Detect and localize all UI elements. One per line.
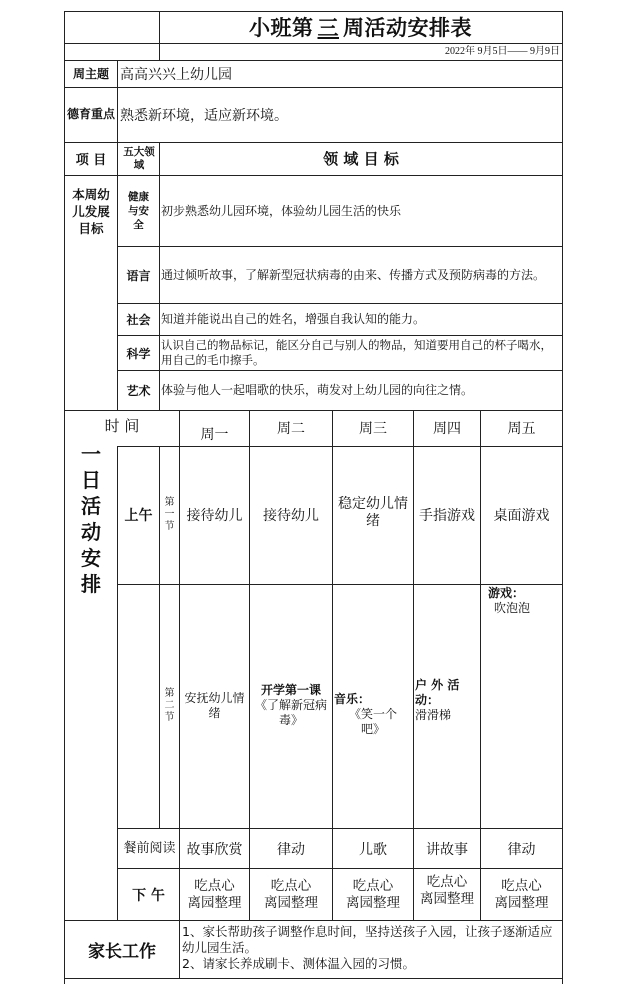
- period2-mon: 安抚幼儿情绪: [184, 691, 245, 720]
- afternoon-wed: [334, 869, 412, 920]
- time-header: 时 间: [104, 416, 140, 435]
- period1-mon: 接待幼儿: [186, 508, 243, 524]
- period1-thu: 手指游戏: [419, 508, 475, 524]
- day-header-wed: 周三: [359, 421, 387, 437]
- pre-meal-fri: 律动: [507, 841, 536, 858]
- goals-areas-header: 五大领域: [123, 145, 155, 171]
- period2-thu: [415, 678, 479, 723]
- pre-meal-thu: 讲故事: [426, 841, 468, 858]
- period1-label: 第一节: [164, 497, 175, 532]
- morning-label: 上午: [124, 508, 153, 524]
- title-suffix: 周活动安排表: [343, 16, 472, 40]
- day-header-mon: 周一: [200, 427, 229, 443]
- daily-activity-label: 一日活动安排: [81, 442, 101, 596]
- goal-area-art: 艺术: [126, 384, 151, 398]
- afternoon-fri: [482, 869, 561, 920]
- parents-item-1: 1、家长帮助孩子调整作息时间，坚持送孩子入园，让孩子逐渐适应幼儿园生活。: [182, 924, 553, 955]
- period2-tue-title: 开学第一课: [260, 683, 321, 697]
- parents-item-2: 2、请家长养成刷卡、测体温入园的习惯。: [182, 956, 415, 971]
- period2-fri-text: 吹泡泡: [494, 601, 531, 615]
- afternoon-tue: [251, 869, 331, 920]
- goal-text-language: 通过倾听故事，了解新型冠状病毒的由来、传播方式及预防病毒的方法。: [161, 267, 546, 282]
- date-range: 2022年 9月5日—— 9月9日: [445, 46, 560, 57]
- title-week-number: 三: [317, 16, 339, 40]
- afternoon-thu: [415, 865, 479, 916]
- afternoon-wed-line1: 吃点心: [352, 877, 394, 894]
- afternoon-fri-line2: 离园整理: [494, 894, 549, 911]
- week-goal-label: 本周幼儿发展目标: [72, 186, 110, 236]
- page-title: [159, 11, 562, 43]
- period2-tue-text: 《了解新冠病毒》: [255, 698, 328, 727]
- goal-area-language: 语言: [126, 268, 151, 283]
- goal-text-art: 体验与他人一起唱歌的快乐，萌发对上幼儿园的向往之情。: [161, 383, 474, 397]
- afternoon-thu-line1: 吃点心: [426, 873, 468, 890]
- day-header-fri: 周五: [507, 421, 536, 437]
- goals-item-header: 项 目: [75, 153, 107, 168]
- parents-work: [182, 924, 560, 972]
- afternoon-tue-line2: 离园整理: [264, 894, 318, 911]
- period2-fri: [488, 586, 558, 616]
- period2-tue: [251, 683, 331, 728]
- goal-text-science: 认识自己的物品标记，能区分自己与别人的物品，知道要用自己的杯子喝水，用自己的毛巾擦手。: [161, 338, 552, 367]
- period2-wed: [334, 692, 412, 737]
- period2-wed-title: 音乐：: [334, 692, 371, 706]
- afternoon-mon: [181, 869, 248, 920]
- goal-text-health: 初步熟悉幼儿园环境，体验幼儿园生活的快乐: [161, 203, 402, 218]
- parents-label: 家长工作: [88, 942, 156, 962]
- afternoon-mon-line1: 吃点心: [194, 877, 235, 894]
- period2-fri-title: 游戏：: [488, 586, 525, 600]
- day-header-tue: 周二: [277, 421, 305, 437]
- moral-value: 熟悉新环境，适应新环境。: [120, 107, 288, 124]
- pre-meal-mon: 故事欣赏: [186, 841, 243, 858]
- period2-thu-title: 户 外 活动：: [415, 678, 460, 707]
- afternoon-wed-line2: 离园整理: [346, 894, 400, 911]
- day-header-thu: 周四: [433, 421, 461, 437]
- goal-area-social: 社会: [126, 313, 151, 327]
- period1-wed: 稳定幼儿情绪: [338, 496, 408, 529]
- afternoon-thu-line2: 离园整理: [420, 890, 474, 907]
- title-prefix: 小班第: [249, 16, 314, 40]
- period1-tue: 接待幼儿: [263, 508, 319, 524]
- pre-meal-tue: 律动: [277, 841, 305, 858]
- period2-label: 第二节: [164, 688, 175, 723]
- moral-label: 德育重点: [67, 107, 116, 121]
- afternoon-label: 下 午: [132, 887, 165, 904]
- afternoon-mon-line2: 离园整理: [187, 894, 242, 911]
- goal-text-social: 知道并能说出自己的姓名，增强自我认知的能力。: [161, 312, 426, 326]
- pre-meal-label: 餐前阅读: [123, 840, 176, 856]
- pre-meal-wed: 儿歌: [359, 841, 387, 858]
- afternoon-tue-line1: 吃点心: [270, 877, 312, 894]
- theme-label: 周主题: [72, 67, 109, 81]
- period2-wed-text: 《笑一个吧》: [348, 707, 397, 736]
- theme-value: 高高兴兴上幼儿园: [120, 66, 232, 83]
- goal-area-health: 健康与安全: [128, 191, 149, 231]
- period2-thu-text: 滑滑梯: [415, 708, 452, 722]
- goals-domain-header: 领 域 目 标: [323, 150, 399, 168]
- goal-area-science: 科学: [126, 346, 151, 361]
- period1-fri: 桌面游戏: [493, 508, 550, 524]
- afternoon-fri-line1: 吃点心: [501, 877, 542, 894]
